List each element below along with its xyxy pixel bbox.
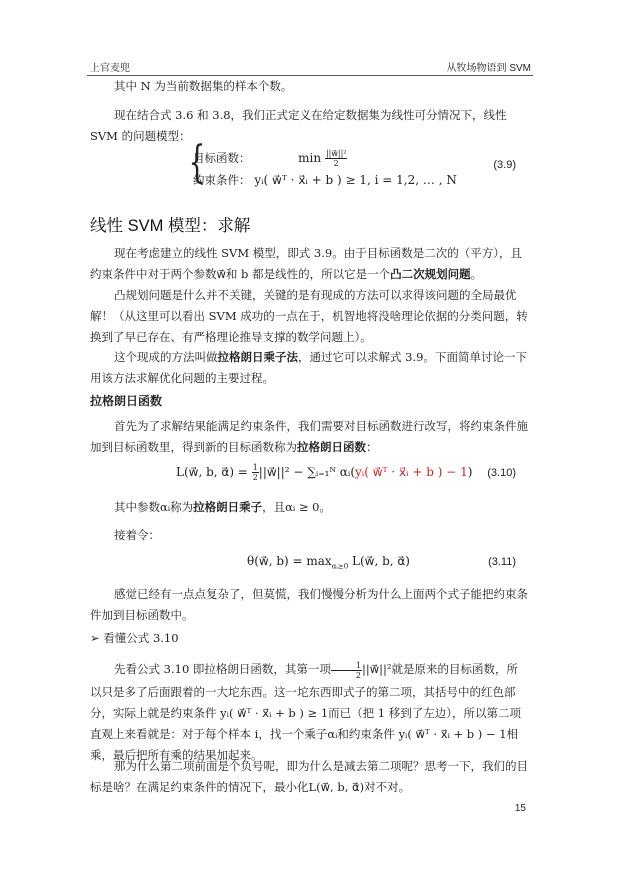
constraint-label: 约束条件： [193, 173, 251, 187]
eq-3-10-middle: ||w⃗||² − ∑ᵢ₌₁ᴺ αᵢ( [258, 465, 356, 479]
half-fraction [252, 463, 259, 482]
eq-3-11-subscript: αᵢ≥0 [331, 562, 349, 571]
objective-fraction [325, 149, 348, 168]
lagrange-method-term: 拉格朗日乘子法 [217, 350, 298, 364]
para-first-term [90, 659, 530, 680]
para-n-definition: 其中 N 为当前数据集的样本个数。 [114, 79, 293, 93]
first-term-half-num: 1 [331, 661, 362, 671]
page-header [87, 57, 533, 76]
first-term-half [331, 661, 362, 680]
para-convex-explanation: 凸规划问题是什么并不关键，关键的是有现成的方法可以求得该问题的全局最优解！（从这里可以看出 SVM 成功的一点在于，机智地将没啥理论依据的分类问题，转换到了早已存在、有严格理论推导支撑的数学问题上）。 [90, 288, 528, 344]
first-term-half-den: 2 [355, 670, 362, 680]
para-lagrange-function-text: 首先为了求解结果能满足约束条件，我们需要对目标函数进行改写，将约束条件施加到目标函数里，得到新的目标函数称为 [90, 419, 528, 454]
header-title: 从牧场物语到 SVM [446, 63, 531, 74]
para-lagrange-method [90, 347, 530, 389]
eq-3-11 [247, 554, 410, 570]
page-number: 15 [514, 803, 526, 814]
eq-3-10-end: ) [467, 465, 473, 479]
section-title: 线性 SVM 模型：求解 [90, 217, 251, 235]
half-numerator: 1 [252, 463, 258, 472]
para-multiplier [90, 497, 530, 518]
para-negative-sign: 那为什么第二项前面是个负号呢，即为什么是减去第二项呢？思考一下，我们的目标是啥？在满足约束条件的情况下，最小化L(w⃗, b, α⃗)对不对。 [90, 759, 528, 794]
para-convex-qp-end: 。 [470, 267, 483, 281]
para-model-intro: 现在结合式 3.6 和 3.8，我们正式定义在给定数据集为线性可分情况下，线性 SVM 的问题模型： [90, 108, 507, 143]
header-author: 上官麦兜 [90, 63, 130, 74]
para-first-term-a: 先看公式 3.10 即拉格朗日函数，其第一项 [114, 662, 331, 676]
eq-3-10-lhs: L(w⃗, b, α⃗) = [176, 465, 252, 479]
eq-3-11-rest: L(w⃗, b, α⃗) [348, 554, 410, 568]
convex-qp-term: 凸二次规划问题 [390, 267, 471, 281]
para-lagrange-b: ，通过它可以求解式 3.9。下面简单讨论一下用该方法求解优化问题的主要过程。 [90, 350, 527, 385]
para-multiplier-a: 其中参数αᵢ称为 [114, 500, 194, 514]
para-multiplier-b: ，且αᵢ ≥ 0。 [262, 500, 331, 514]
objective-label: 目标函数： [193, 151, 251, 165]
lagrange-function-term: 拉格朗日函数 [297, 440, 366, 454]
eq-3-9-constraint [193, 172, 457, 188]
para-first-term-b: ||w⃗||²就是原来的目标函数，所 [362, 662, 519, 676]
eq-3-11-expr: θ(w⃗, b) = max [247, 554, 332, 568]
para-lagrange-function-end: ： [366, 440, 378, 454]
para-lagrange-a: 这个现成的方法叫做 [114, 350, 218, 364]
constraint-expression: yᵢ( w⃗ᵀ · x⃗ᵢ + b ) ≥ 1, i = 1,2, … , N [254, 173, 457, 187]
eq-3-9-objective [193, 149, 347, 168]
objective-min: min [298, 151, 322, 165]
eq-3-11-number: (3.11) [488, 556, 516, 568]
eq-3-10-constraint-term: yᵢ( w⃗ᵀ · x⃗ᵢ + b ) − 1 [355, 465, 468, 479]
para-complexity: 感觉已经有一点点复杂了，但莫慌，我们慢慢分析为什么上面两个式子能把约束条件加到目标函数中。 [90, 587, 528, 622]
eq-3-10 [176, 463, 472, 482]
para-convex-qp-text: 现在考虑建立的线性 SVM 模型，即式 3.9。由于目标函数是二次的（平方），且约束条件中对于两个参数w⃗和 b 都是线性的，所以它是一个 [90, 246, 522, 281]
multiplier-term: 拉格朗日乘子 [193, 500, 263, 514]
subsection-title: 拉格朗日函数 [90, 394, 163, 408]
eq-3-10-number: (3.10) [487, 467, 516, 479]
bullet-understand-3-10: ➢ 看懂公式 3.10 [90, 631, 179, 645]
eq-3-9-number: (3.9) [493, 159, 516, 171]
para-let: 接着令： [114, 528, 160, 542]
para-second-term: 以只是多了后面跟着的一大坨东西。这一坨东西即式子的第二项，其括号中的红色部分，实际上就是约束条件 yᵢ( w⃗ᵀ · x⃗ᵢ + b ) ≥ 1而已（把 1 移到了左边），所以第二项直观上来看就是：对于每个样本 i，找一个乘子αᵢ和约束条件 yᵢ( w⃗ᵀ · x⃗ᵢ + b ) − 1相乘，最后把所有乘的结果加起来。 [90, 685, 522, 762]
fraction-numerator: ||w⃗||² [325, 149, 347, 158]
equation-brace: { [188, 137, 206, 188]
para-lagrange-function [90, 416, 530, 458]
half-denominator: 2 [252, 473, 258, 482]
fraction-denominator: 2 [333, 159, 339, 168]
para-convex-qp [90, 243, 530, 285]
